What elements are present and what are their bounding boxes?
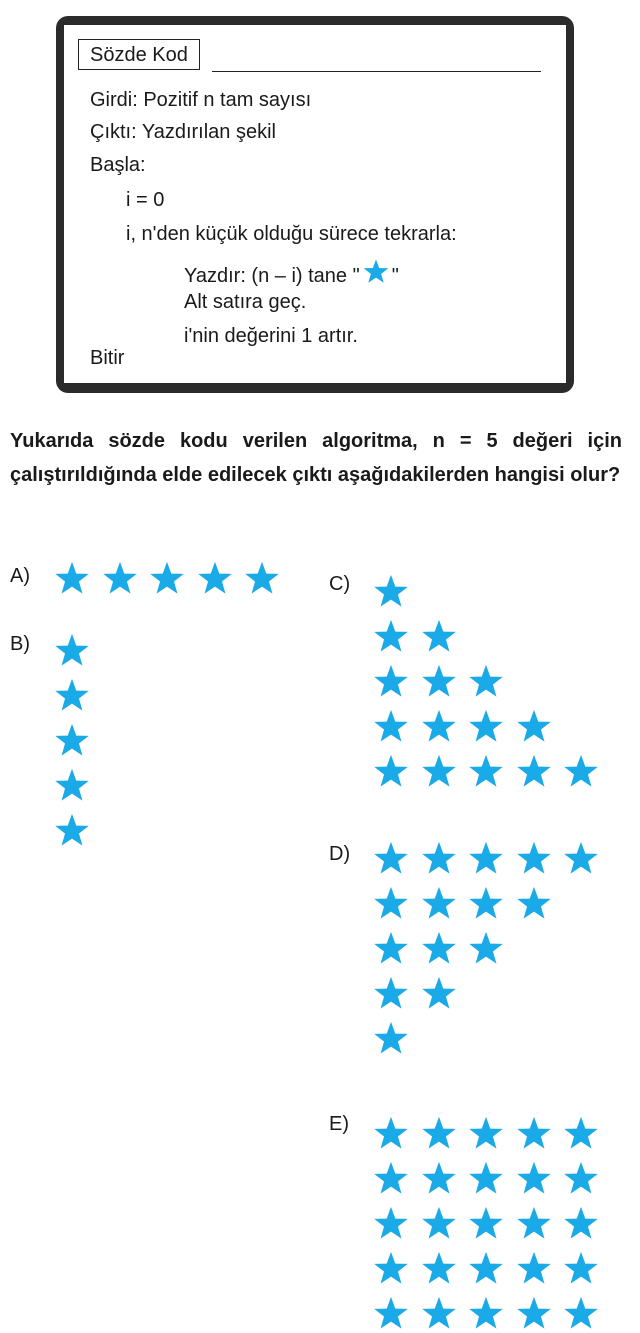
question-text: Yukarıda sözde kodu verilen algoritma, n = 5 değeri için çalıştırıldığında elde edilecek çıktı aşağıdakilerden hangisi olur? bbox=[10, 430, 622, 486]
star-icon bbox=[362, 258, 390, 286]
option-e-star-icon bbox=[515, 1205, 553, 1243]
option-b-star-icon bbox=[53, 677, 91, 715]
option-b-star-icon bbox=[53, 812, 91, 850]
option-d-star-icon bbox=[420, 930, 458, 968]
option-c-star-icon bbox=[515, 708, 553, 746]
option-e-label[interactable]: E) bbox=[329, 1113, 349, 1135]
option-c-star-icon bbox=[372, 573, 410, 611]
option-d-star-icon bbox=[467, 885, 505, 923]
title-rule bbox=[212, 71, 541, 72]
option-c-star-icon bbox=[420, 753, 458, 791]
option-e-star-icon bbox=[562, 1295, 600, 1333]
option-e-star-icon bbox=[420, 1115, 458, 1153]
option-b-star-icon bbox=[53, 722, 91, 760]
option-d-star-icon bbox=[372, 1020, 410, 1058]
option-c-label[interactable]: C) bbox=[329, 573, 351, 595]
option-a-star-icon bbox=[53, 560, 91, 598]
option-e-star-icon bbox=[420, 1205, 458, 1243]
option-d-star-icon bbox=[467, 840, 505, 878]
option-c-star-icon bbox=[515, 753, 553, 791]
option-e-star-icon bbox=[562, 1160, 600, 1198]
option-e-star-icon bbox=[420, 1160, 458, 1198]
option-e-star-icon bbox=[467, 1295, 505, 1333]
option-d-star-icon bbox=[420, 975, 458, 1013]
option-c-star-icon bbox=[467, 753, 505, 791]
option-e-star-icon bbox=[420, 1295, 458, 1333]
code-line-loop: i, n'den küçük olduğu sürece tekrarla: bbox=[126, 223, 457, 245]
option-e-star-icon bbox=[467, 1205, 505, 1243]
option-e-star-icon bbox=[372, 1160, 410, 1198]
option-a-star-icon bbox=[243, 560, 281, 598]
option-d-star-icon bbox=[515, 885, 553, 923]
option-d-star-icon bbox=[372, 885, 410, 923]
option-d-star-icon bbox=[562, 840, 600, 878]
option-d-star-icon bbox=[372, 840, 410, 878]
option-c-star-icon bbox=[467, 663, 505, 701]
option-b-star-icon bbox=[53, 767, 91, 805]
option-b-star-icon bbox=[53, 632, 91, 670]
option-e-star-icon bbox=[372, 1250, 410, 1288]
option-a-star-icon bbox=[101, 560, 139, 598]
option-e-star-icon bbox=[562, 1205, 600, 1243]
code-line-output: Çıktı: Yazdırılan şekil bbox=[90, 121, 276, 143]
option-a-star-icon bbox=[196, 560, 234, 598]
pseudocode-title: Sözde Kod bbox=[78, 39, 200, 70]
option-e-star-icon bbox=[467, 1115, 505, 1153]
option-b-label[interactable]: B) bbox=[10, 633, 30, 655]
option-d-star-icon bbox=[515, 840, 553, 878]
option-e-star-icon bbox=[372, 1295, 410, 1333]
option-d-star-icon bbox=[372, 975, 410, 1013]
code-line-input: Girdi: Pozitif n tam sayısı bbox=[90, 89, 312, 111]
option-e-star-icon bbox=[372, 1205, 410, 1243]
option-c-star-icon bbox=[420, 663, 458, 701]
option-c-star-icon bbox=[372, 618, 410, 656]
option-c-star-icon bbox=[420, 708, 458, 746]
pseudocode-screen bbox=[64, 25, 566, 383]
code-line-print bbox=[184, 258, 399, 288]
option-e-star-icon bbox=[467, 1250, 505, 1288]
option-d-star-icon bbox=[467, 930, 505, 968]
option-e-star-icon bbox=[562, 1115, 600, 1153]
option-d-star-icon bbox=[372, 930, 410, 968]
option-c-star-icon bbox=[420, 618, 458, 656]
option-e-star-icon bbox=[515, 1160, 553, 1198]
option-a-star-icon bbox=[148, 560, 186, 598]
option-e-star-icon bbox=[372, 1115, 410, 1153]
option-e-star-icon bbox=[562, 1250, 600, 1288]
option-c-star-icon bbox=[562, 753, 600, 791]
option-c-star-icon bbox=[372, 708, 410, 746]
option-e-star-icon bbox=[467, 1160, 505, 1198]
code-line-init: i = 0 bbox=[126, 189, 165, 211]
code-line-end: Bitir bbox=[90, 347, 125, 369]
option-e-star-icon bbox=[515, 1115, 553, 1153]
option-c-star-icon bbox=[372, 753, 410, 791]
option-d-star-icon bbox=[420, 840, 458, 878]
print-text: Yazdır: (n – i) tane " bbox=[184, 265, 360, 287]
code-line-increment: i'nin değerini 1 artır. bbox=[184, 325, 358, 347]
option-e-star-icon bbox=[515, 1250, 553, 1288]
option-e-star-icon bbox=[515, 1295, 553, 1333]
option-d-label[interactable]: D) bbox=[329, 843, 351, 865]
code-line-newline: Alt satıra geç. bbox=[184, 291, 307, 313]
option-e-star-icon bbox=[420, 1250, 458, 1288]
print-text-end: " bbox=[391, 265, 399, 287]
option-a-label[interactable]: A) bbox=[10, 565, 30, 587]
code-line-start: Başla: bbox=[90, 154, 146, 176]
option-c-star-icon bbox=[467, 708, 505, 746]
option-d-star-icon bbox=[420, 885, 458, 923]
option-c-star-icon bbox=[372, 663, 410, 701]
